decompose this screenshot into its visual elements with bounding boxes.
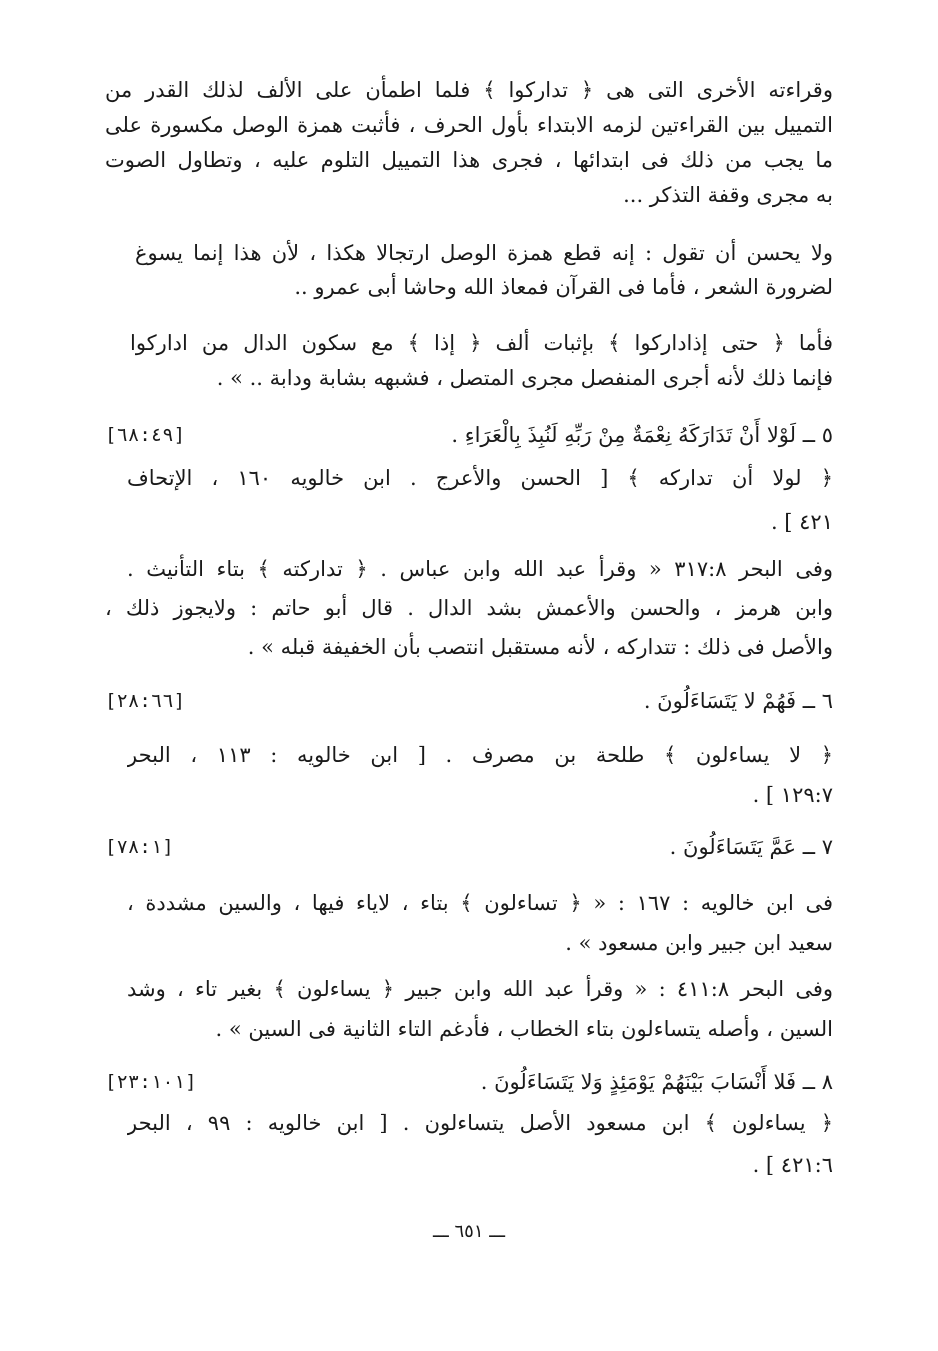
verse-reference: [٢٨:٦٦]	[105, 690, 186, 712]
text-line: ﴿ يساءلون ﴾ ابن مسعود الأصل يتساءلون . [ ابن خالويه : ٩٩ ، البحر	[127, 1111, 833, 1135]
text-line: فى ابن خالويه : ١٦٧ : « ﴿ تساءلون ﴾ بتاء ، لاياء فيها ، والسين مشددة ،	[127, 891, 833, 915]
verse-row	[105, 832, 833, 862]
verse-reference: [٦٨:٤٩]	[105, 424, 186, 446]
text-line: سعيد ابن جبير وابن مسعود » .	[565, 931, 833, 955]
text-line: السين ، وأصله يتساءلون بتاء الخطاب ، فأدغم التاء الثانية فى السين » .	[215, 1017, 833, 1041]
text-line: ولا يحسن أن تقول : إنه قطع همزة الوصل ارتجالا هكذا ، لأن هذا إنما يسوغ	[135, 241, 833, 265]
verse-text: ٥ ــ لَوْلا أَنْ تَدَارَكَهُ نِعْمَةٌ مِنْ رَبِّهِ لَنُبِذَ بِالْعَرَاءِ .	[451, 423, 833, 447]
verse-text: ٦ ــ فَهُمْ لا يَتَسَاءَلُونَ .	[643, 689, 833, 713]
text-line: فإنما ذلك لأنه أجرى المنفصل مجرى المتصل ، فشبهه بشابة ودابة .. » .	[216, 366, 833, 390]
verse-row	[105, 686, 833, 716]
text-line: والأصل فى ذلك : تتداركه ، لأنه مستقبل انتصب بأن الخفيفة قبله » .	[247, 635, 833, 659]
text-line: وقراءته الأخرى التى هى ﴿ تداركوا ﴾ فلما اطمأن على الألف لذلك القدر من	[105, 78, 833, 102]
text-line: فأما ﴿ حتى إذاداركوا ﴾ بإثبات ألف ﴿ إذا ﴾ مع سكون الدال من اداركوا	[130, 331, 833, 355]
page-number: ـــ ٦٥١ ـــ	[432, 1221, 506, 1242]
text-line: وابن هرمز ، والحسن والأعمش بشد الدال . قال أبو حاتم : ولايجوز ذلك ،	[105, 596, 833, 620]
text-line: لضرورة الشعر ، فأما فى القرآن فمعاذ الله وحاشا أبى عمرو ..	[294, 275, 833, 299]
text-line: ٤٢١ ] .	[770, 510, 833, 534]
text-line: به مجرى وقفة التذكر ...	[623, 183, 833, 207]
verse-row	[105, 420, 833, 450]
verse-reference: [٢٣:١٠١]	[105, 1071, 197, 1093]
verse-text: ٧ ــ عَمَّ يَتَسَاءَلُونَ .	[669, 835, 833, 859]
verse-text: ٨ ــ فَلا أَنْسَابَ بَيْنَهُمْ يَوْمَئِذٍ وَلا يَتَسَاءَلُونَ .	[480, 1070, 833, 1094]
verse-reference: [٧٨:١]	[105, 836, 174, 858]
text-line: وفى البحر ٣١٧:٨ « وقرأ عبد الله وابن عباس . ﴿ تداركته ﴾ بتاء التأنيث .	[127, 557, 833, 581]
text-line: التمييل بين القراءتين لزمه الابتداء بأول الحرف ، فأثبت همزة الوصل مكسورة على	[105, 113, 833, 137]
text-line: وفى البحر ٤١١:٨ : « وقرأ عبد الله وابن جبير ﴿ يساءلون ﴾ بغير تاء ، وشد	[127, 977, 833, 1001]
verse-row	[105, 1067, 833, 1097]
text-line: ﴿ لولا أن تداركه ﴾ [ الحسن والأعرج . ابن خالويه ١٦٠ ، الإتحاف	[127, 466, 833, 490]
text-line: ٤٢١:٦ ] .	[752, 1153, 833, 1177]
text-line: ما يجب من ذلك فى ابتدائها ، فجرى هذا التمييل التلوم عليه ، وتطاول الصوت	[105, 148, 833, 172]
text-line: ﴿ لا يساءلون ﴾ طلحة بن مصرف . [ ابن خالويه : ١١٣ ، البحر	[127, 743, 833, 767]
text-line: ١٢٩:٧ ] .	[752, 783, 833, 807]
